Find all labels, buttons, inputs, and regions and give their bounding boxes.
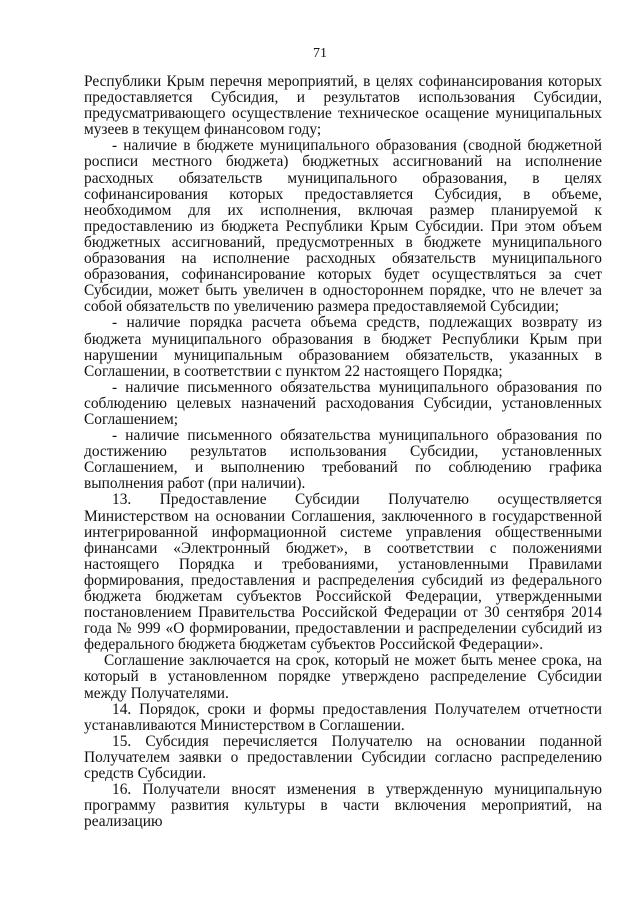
paragraph-continuation: Республики Крым перечня мероприятий, в целях софинансирования которых предоставляется Субсидия, и результатов использования Субсидии, предусматривающего осуществление техническое осащение муниципальных музеев в текущем финансовом году; — [84, 73, 602, 139]
paragraph-agreement-term: Соглашение заключается на срок, который не может быть менее срока, на который в установленном порядке утверждено распределение Субсидии между Получателями. — [84, 652, 602, 702]
page-number: 71 — [313, 46, 327, 61]
paragraph-item-14: 14. Порядок, сроки и формы предоставления Получателем отчетности устанавливаются Министерством в Соглашении. — [84, 700, 602, 734]
paragraph-results-obligation: - наличие письменного обязательства муниципального образования по достижению результатов использования Субсидии, установленных Соглашением, и выполнению требований по соблюдению графика выполнения работ (при наличии). — [84, 427, 602, 493]
document-body — [84, 74, 602, 830]
paragraph-refund-procedure: - наличие порядка расчета объема средств, подлежащих возврату из бюджета муниципального образования в бюджет Республики Крым при нарушении муниципальным образованием обязательств, указанных в Соглашении, в соответствии с пунктом 22 настоящего Порядка; — [84, 314, 602, 380]
paragraph-item-13: 13. Предоставление Субсидии Получателю осуществляется Министерством на основании Соглашения, заключенного в государственной интегрированной информационной системе управления общественными финансами «Электронный бюджет», в соответствии с положениями настоящего Порядка и требованиями, установленными Правилами формирования, предоставления и распределения субсидий из федерального бюджета бюджетам субъектов Российской Федерации, утвержденными постановлением Правительства Российской Федерации от 30 сентября 2014 года № 999 «О формировании, предоставлении и распределении субсидий из федерального бюджета бюджетам субъектов Российской Федерации». — [84, 491, 602, 654]
paragraph-item-15: 15. Субсидия перечисляется Получателю на основании поданной Получателем заявки о предоставлении Субсидии согласно распределению средств Субсидии. — [84, 732, 602, 783]
paragraph-budget-allocations: - наличие в бюджете муниципального образования (сводной бюджетной росписи местного бюджета) бюджетных ассигнований на исполнение расходных обязательств муниципального образования, в целях софинансирования которых предоставляется Субсидия, в объеме, необходимом для их исполнения, включая размер планируемой к предоставлению из бюджета Республики Крым Субсидии. При этом объем бюджетных ассигнований, предусмотренных в бюджете муниципального образования на исполнение расходных обязательств муниципального образования, софинансирование которых будет осуществляться за счет Субсидии, может быть увеличен в одностороннем порядке, что не влечет за собой обязательств по увеличению размера предоставляемой Субсидии; — [84, 137, 602, 316]
paragraph-target-use-obligation: - наличие письменного обязательства муниципального образования по соблюдению целевых назначений расходования Субсидии, установленных Соглашением; — [84, 378, 602, 428]
paragraph-item-16: 16. Получатели вносят изменения в утвержденную муниципальную программу развития культуры в части включения мероприятий, на реализацию — [84, 781, 602, 831]
